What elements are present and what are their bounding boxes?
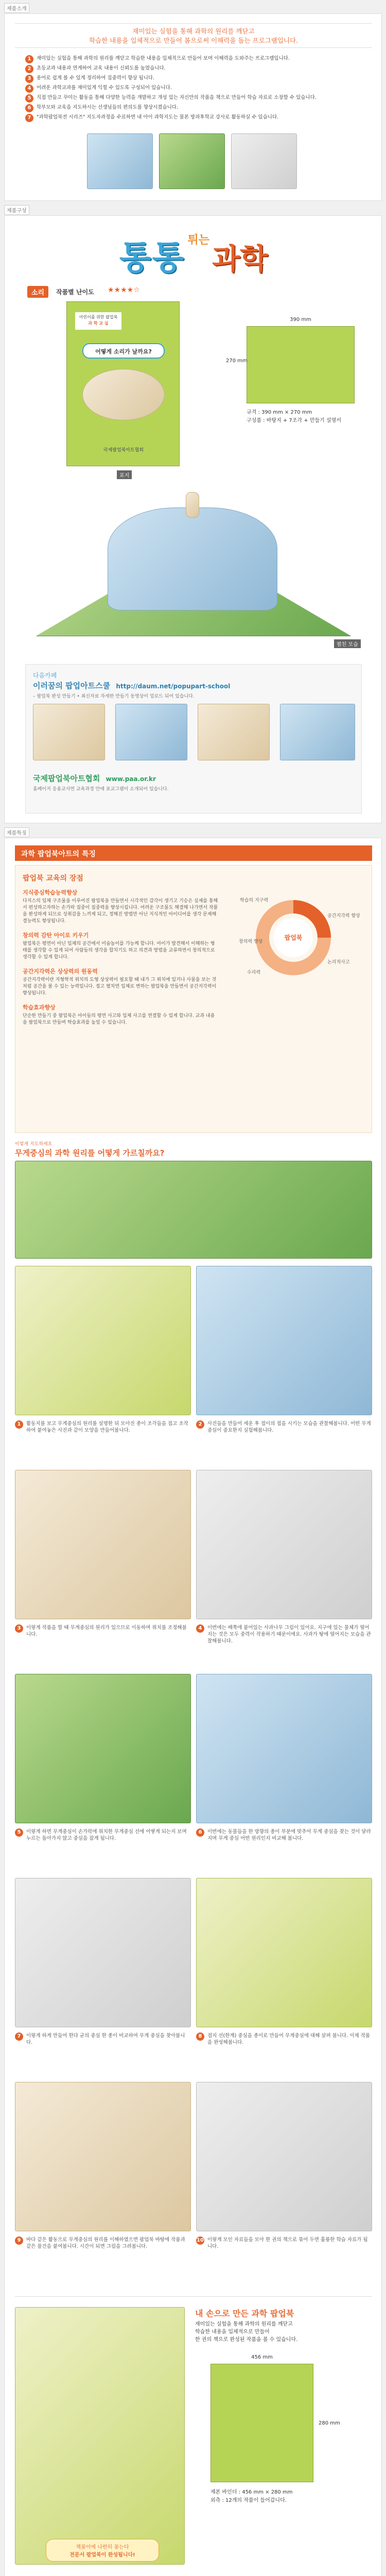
how-title: 무게중심의 과학 원리를 어떻게 가르칠까요?	[15, 1148, 165, 1158]
intro-card	[4, 13, 382, 201]
step-number: 1	[15, 1420, 23, 1429]
feature-item-title: 학습효과향상	[23, 1004, 56, 1011]
cafe-url[interactable]: http://daum.net/popupart-school	[116, 683, 231, 690]
step-photo	[15, 1470, 191, 1619]
step-number: 10	[196, 2236, 204, 2245]
open-figure	[186, 492, 199, 518]
step-photo	[15, 1266, 191, 1415]
intro-point	[25, 114, 365, 122]
features-sub: 팝업북 교육의 장점	[23, 874, 83, 883]
step-card	[196, 1470, 372, 1669]
intro-point-number: 4	[25, 84, 33, 93]
open-caption: 펼친 모습	[334, 639, 361, 648]
promo-photo-1	[33, 704, 105, 760]
step-photo	[15, 2082, 191, 2231]
step-text: 활동지를 보고 무게중심의 원리를 설명한 뒤 모아진 종이 조각들을 접고 조작하여 붙여놓은 사진과 같이 모양을 만들어봅니다.	[26, 1421, 188, 1433]
how-tag: 이렇게 지도하세요	[15, 1142, 52, 1147]
difficulty-label: 작품별 난이도	[56, 289, 94, 296]
intro-point-number: 2	[25, 65, 33, 73]
final-dim-w: 456 mm	[251, 2354, 273, 2360]
intro-point	[25, 104, 365, 112]
step-photo	[196, 2082, 372, 2231]
feature-item	[23, 888, 218, 925]
product-photo-2	[159, 133, 225, 189]
feature-items	[23, 888, 218, 1032]
features-heading: 과학 팝업북아트의 특징	[15, 845, 372, 861]
book-question: 어떻게 소리가 날까요?	[82, 343, 165, 359]
feature-item-text: 다지스의 입체 구조물을 이루어진 팝업북을 만들면서 시각적인 감각이 생기고 기승은 실제를 통해서 편성하고자하는 손가락 집중이 집중력을 향상시킵니다. 어려운 구조물도 해결해 나가면서 작품을 완성하게 되므로 성취감을 느끼게 되고, 정해진 방법만 아닌 지식적인 아이디어를 생각 문제해결능력도 향상됩니다.	[23, 899, 218, 924]
step-card	[196, 1878, 372, 2077]
intro-point	[25, 65, 365, 73]
intro-point-text: "과학팝업북전 시리즈" 지도자과정을 수료하면 내 아이 과학지도는 물론 방과후학교 강사로 활동하실 수 있습니다.	[37, 114, 279, 120]
intro-point-text: 학부모와 교육을 지도하시는 선생님들의 편의도를 향상시켰습니다.	[37, 105, 179, 110]
feature-item	[23, 1003, 218, 1026]
step-card	[15, 1674, 191, 1873]
benefit-label-1: 공간지각력 향상	[327, 913, 360, 919]
intro-point-text: 어려운 과학교과를 재미있게 익힐 수 있도록 구성되어 있습니다.	[37, 85, 172, 91]
cafe-desc: – 팝업북 완성 만들기 • 최신자료 자세한 만들기 동영상이 업로드 되어 있습니다.	[33, 694, 195, 699]
feature-item-title: 지식중심학습능력향상	[23, 889, 78, 896]
step-text: 접지 선(한계) 중심을 종이로 만들어 무게중심에 대해 살펴 봅니다. 이제 작품을 완성해봅니다.	[207, 2033, 370, 2045]
product-photo-1	[87, 133, 153, 189]
intro-point-text: 재미있는 실험을 통해 과학의 원리를 깨닫고 학습한 내용을 입체적으로 만들어 보며 이해력을 도와주는 프로그램입니다.	[37, 56, 290, 61]
step-photo	[15, 1674, 191, 1823]
product-badge: 소리	[27, 286, 48, 298]
step-card	[196, 1674, 372, 1873]
section-label-composition: 제품구성	[4, 205, 29, 215]
step-number: 3	[15, 1624, 23, 1633]
intro-point-number: 5	[25, 94, 33, 103]
book-cover	[66, 301, 180, 466]
intro-point-number: 6	[25, 104, 33, 112]
feature-item-title: 창의력 감탄 아이로 키우기	[23, 932, 89, 939]
benefit-diagram	[237, 886, 360, 989]
spec-parts: 구성품 : 바탕지 + 7조각 + 만들기 설명서	[247, 418, 341, 423]
final-binder-diagram	[210, 2364, 313, 2482]
final-note	[46, 2539, 159, 2562]
how-hero-photo	[15, 1161, 372, 1259]
step-text: 이렇게 작품을 할 때 무게중심의 원리가 있으므로 이동하며 위치를 조정해봅니다.	[26, 1625, 187, 1637]
final-note-1: 책꽂이에 나란히 꽂는다	[76, 2545, 129, 2550]
step-number: 9	[15, 2236, 23, 2245]
step-photo	[196, 1878, 372, 2027]
step-photo	[196, 1266, 372, 1415]
step-card	[15, 1878, 191, 2077]
assoc-url[interactable]: www.paa.or.kr	[106, 775, 156, 783]
ear-illustration	[82, 369, 165, 420]
intro-point	[25, 75, 365, 83]
feature-item-text: 팝업북은 평면이 아닌 입체의 공간에서 미술놀이를 가능케 합니다. 아이가 발견해서 이해하는 형태를 생각할 수 있게 되어 사람들의 생각을 합치기도 하고 의견과 방법을 교류하면서 창의적으로 생각할 수 있게 합니다.	[23, 941, 215, 960]
final-note-2: 전문서 팝업북이 완성됩니다!	[69, 2552, 135, 2558]
feature-item	[23, 967, 218, 997]
promo-photo-2	[115, 704, 187, 760]
product-block	[25, 286, 362, 647]
assoc-title[interactable]	[33, 773, 156, 784]
benefit-label-2: 창의력 향상	[239, 939, 263, 944]
brand-title	[5, 231, 382, 279]
assoc-title-text: 국제팝업북아트협회	[33, 774, 100, 783]
step-card	[196, 1266, 372, 1465]
step-text: 이번에는 배쪽에 붙어있는 사과나무 그림이 있어요. 지구에 있는 물체가 떨어지는 것은 모두 중력이 작용하기 때문이에요. 사과가 땅에 떨어지는 모습을 관찰해봅니다.	[207, 1625, 371, 1644]
step-card	[15, 1470, 191, 1669]
step-number: 5	[15, 1828, 23, 1837]
book-name: 과 학 교 실	[88, 321, 109, 326]
intro-point	[25, 55, 365, 63]
cover-caption: 표지	[117, 470, 132, 479]
step-text: 이번에는 동물들을 한 방향의 종이 부분에 맞추어 무게 중심을 찾는 것이 달라지며 무게 중심 어떤 원리인지 비교해 봅니다.	[207, 1829, 371, 1841]
benefit-label-0: 학습의 지구력	[240, 898, 269, 903]
features-card	[4, 838, 382, 2576]
step-text: 이렇게 하게 만들어 한다 균의 중심 한 종이 비교하여 무게 중심을 찾아봅니다.	[26, 2033, 185, 2045]
cafe-label: 다음카페	[33, 672, 57, 679]
book-cover-label	[75, 312, 121, 330]
brand-title-mid: 튀는	[187, 234, 209, 247]
final-dim-h: 280 mm	[319, 2420, 340, 2426]
step-text: 사진들을 만들어 세운 후 접이의 접을 시키는 모습을 관찰해봅니다. 어떤 무게중심이 중요한지 실험해봅니다.	[207, 1421, 371, 1433]
intro-point-text: 직접 만들고 꾸미는 활동을 통해 다양한 능력을 개발하고 개성 있는 자신만의 작품을 책으로 만들어 학습 자료로 소장할 수 있습니다.	[37, 95, 317, 100]
intro-point	[25, 94, 365, 103]
intro-point-text: 용어로 쉽게 볼 수 있게 정리하여 집중력이 향상 됩니다.	[37, 75, 155, 81]
final-spec: 제본 바인더 : 456 mm × 280 mm	[210, 2489, 293, 2495]
final-title: 내 손으로 만든 과학 팝업북	[195, 2309, 294, 2318]
section-label-features: 제품특징	[4, 827, 29, 837]
step-number: 2	[196, 1420, 204, 1429]
difficulty-stars: ★★★★☆	[108, 286, 140, 294]
step-text: 이렇게 하면 무게중심이 손가락에 위치한 무게중심 선에 어떻게 되는지 보며 누르는 돌아가지 않고 중심을 잡게 됩니다.	[26, 1829, 187, 1841]
dim-width: 390 mm	[290, 317, 311, 323]
step-text: 이렇게 모인 자료들을 모아 한 권의 책으로 묶어 두면 훌륭한 학습 자료가 됩니다.	[207, 2237, 368, 2249]
step-number: 7	[15, 2032, 23, 2041]
intro-point-number: 3	[25, 75, 33, 83]
intro-point	[25, 84, 365, 93]
open-view	[25, 487, 362, 641]
step-photo	[15, 1878, 191, 2027]
step-photo	[196, 1674, 372, 1823]
final-block	[15, 2296, 372, 2574]
benefit-label-3: 논리적사고	[327, 960, 350, 965]
features-block	[15, 865, 372, 1133]
promo-photo-3	[198, 704, 270, 760]
final-spec2: 외측 : 12개의 작품이 들어갑니다.	[210, 2498, 287, 2503]
step-photo	[196, 1470, 372, 1619]
section-label-intro: 제품소개	[4, 3, 29, 13]
dim-height: 270 mm	[226, 358, 248, 364]
benefit-center-label: 팝업북	[284, 934, 303, 941]
step-number: 4	[196, 1624, 204, 1633]
final-photo	[15, 2307, 185, 2565]
intro-point-text: 초등교과 내용과 연계하여 교육 내용이 신뢰도를 높였습니다.	[37, 65, 166, 71]
feature-item-text: 단순한 만들기 중 팝업북은 아이들의 평면 사고와 입체 사고를 연결할 수 있게 합니다. 교과 내용을 팝업북으로 만들며 학습효과를 높일 수 있습니다.	[23, 1013, 215, 1025]
feature-item-title: 공간지각력은 상상력의 원동력	[23, 968, 98, 975]
cafe-title[interactable]	[33, 680, 230, 691]
brand-title-main: 통통	[119, 239, 185, 277]
spec-size: 규격 : 390 mm × 270 mm	[247, 410, 312, 415]
product-photo-3	[231, 133, 297, 189]
feature-item	[23, 931, 218, 961]
brand-title-end: 과학	[212, 243, 268, 276]
cafe-title-text: 이러꿈의 팝업아트스쿨	[33, 681, 111, 690]
benefit-label-4: 수리력	[247, 970, 261, 975]
intro-lead: 재미있는 실험을 통해 과학의 원리를 깨닫고 학습한 내용을 입체적으로 만들어 봄으로써 이해력을 돕는 프로그램입니다.	[15, 23, 372, 48]
feature-item-text: 공간지각력이란 지형학적 위치의 도형 상상력이 필요할 때 내가 그 위치에 있거나 사물을 보는 것처럼 공간을 볼 수 있는 능력입니다. 접고 펼치면 입체로 변하는 팝업북을 만들면서 공간지각력이 향상됩니다.	[23, 977, 217, 996]
step-text: 바다 같은 활동으로 무게중심의 원리를 이해하였으면 팝업북 바탕에 작품과 같은 물건을 붙여봅니다. 시간이 되면 그림을 그려봅니다.	[26, 2237, 185, 2249]
promo-block	[25, 664, 362, 814]
step-card	[15, 2082, 191, 2281]
step-number: 6	[196, 1828, 204, 1837]
intro-point-number: 7	[25, 114, 33, 122]
step-card	[15, 1266, 191, 1465]
intro-point-number: 1	[25, 55, 33, 63]
assoc-desc: 홈페이지 응용교사연 교육과정 안에 표교그램이 소개되어 있습니다.	[33, 787, 169, 792]
final-desc: 재미있는 실험을 통해 과학의 원리를 깨닫고 학습한 내용을 입체적으로 만들어 한 권의 책으로 완성된 작품을 볼 수 있습니다.	[195, 2321, 298, 2343]
step-number: 8	[196, 2032, 204, 2041]
open-popup	[108, 507, 277, 611]
dimension-diagram	[247, 326, 355, 403]
promo-photo-4	[280, 704, 355, 760]
book-small-title: 어린이를 위한 팝업북	[79, 315, 118, 319]
book-publisher: 국제팝업북아트협회	[103, 448, 144, 453]
intro-points-list	[25, 55, 365, 124]
step-card	[196, 2082, 372, 2281]
composition-card	[4, 215, 382, 823]
